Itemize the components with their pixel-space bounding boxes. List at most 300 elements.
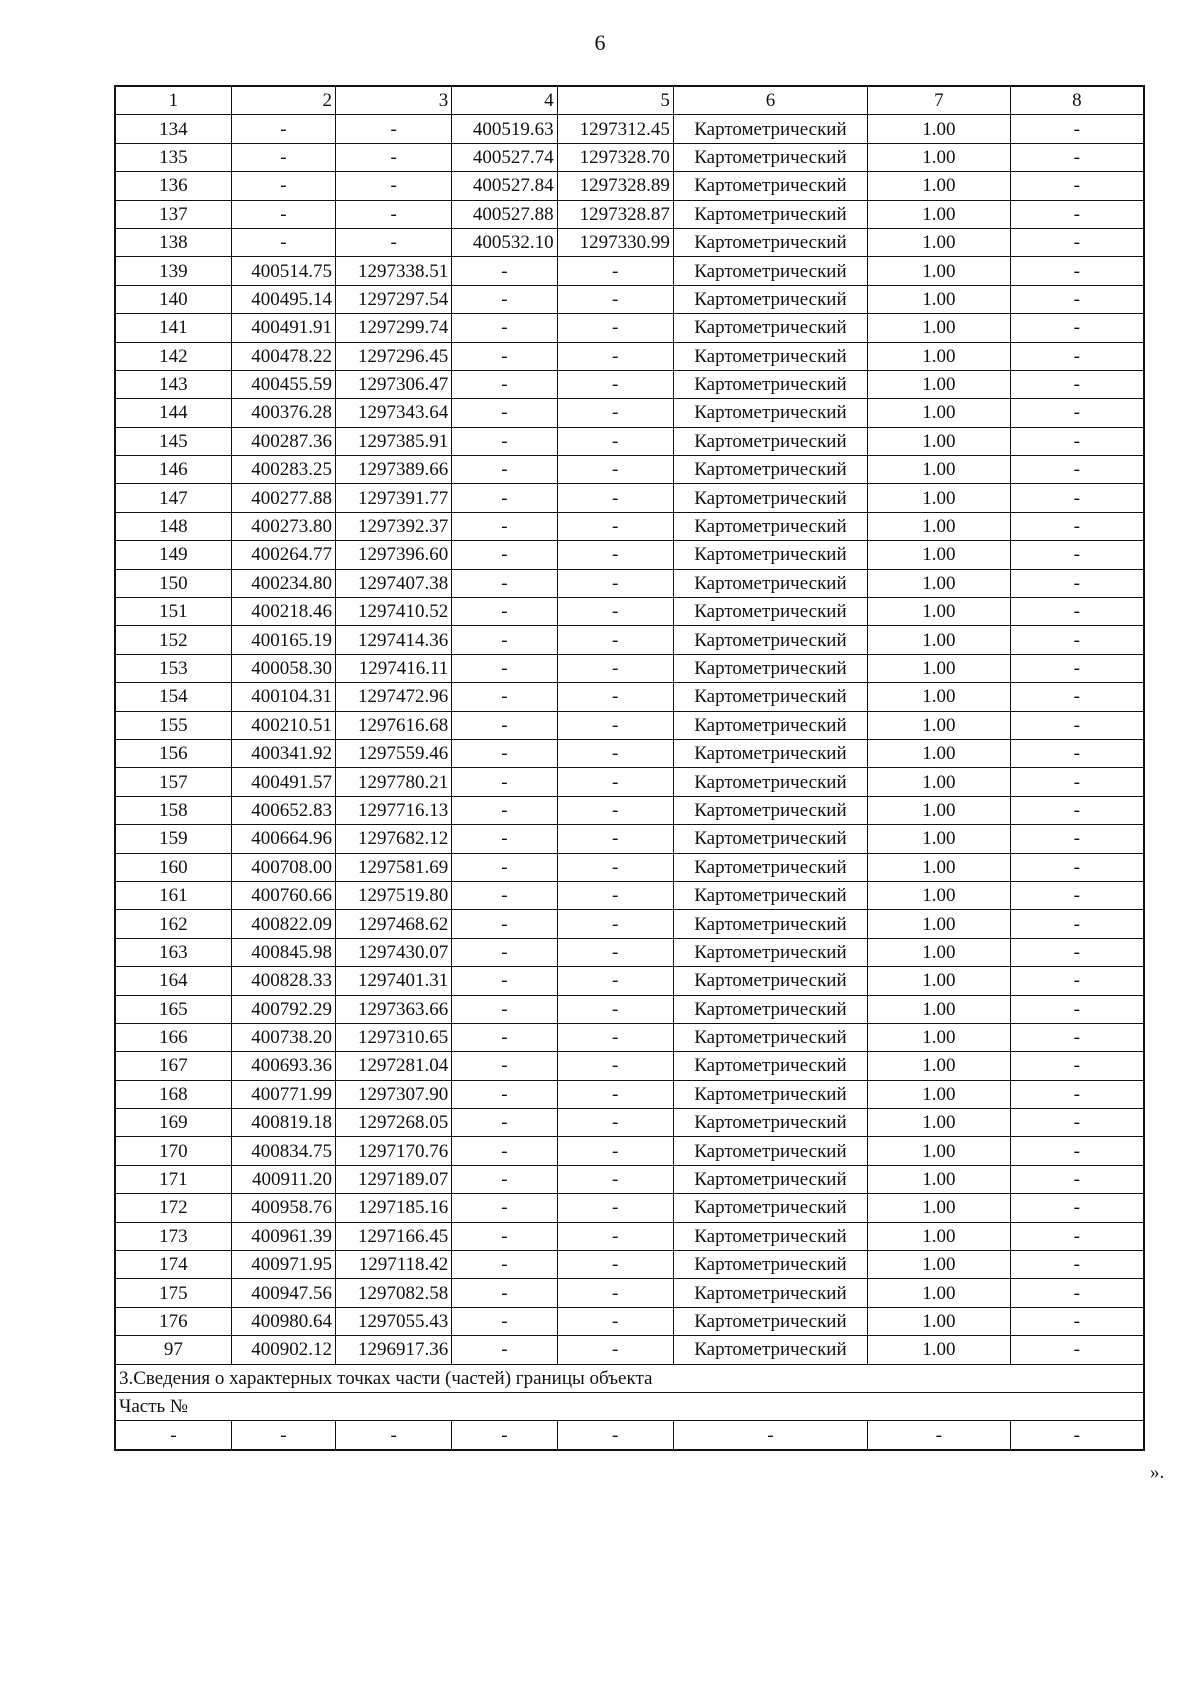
table-cell: - — [452, 1421, 557, 1450]
table-cell: 169 — [115, 1109, 231, 1137]
table-cell: 1.00 — [868, 1080, 1011, 1108]
table-cell: - — [1010, 115, 1144, 143]
table-cell: 400828.33 — [231, 967, 335, 995]
table-cell: 1297328.87 — [557, 200, 673, 228]
table-cell: 1297401.31 — [335, 967, 451, 995]
table-row — [115, 172, 1144, 200]
table-cell: 400264.77 — [231, 541, 335, 569]
table-cell: 166 — [115, 1023, 231, 1051]
table-cell: 400961.39 — [231, 1222, 335, 1250]
table-cell: 172 — [115, 1194, 231, 1222]
table-cell: 1297118.42 — [335, 1251, 451, 1279]
table-cell: - — [557, 314, 673, 342]
table-cell: 1.00 — [868, 484, 1011, 512]
table-cell: - — [557, 569, 673, 597]
table-cell: 400760.66 — [231, 881, 335, 909]
table-cell: 5 — [557, 86, 673, 115]
table-cell: 1297330.99 — [557, 228, 673, 256]
table-cell: 400514.75 — [231, 257, 335, 285]
table-cell: - — [557, 1165, 673, 1193]
table-row — [115, 796, 1144, 824]
table-cell: 1.00 — [868, 1251, 1011, 1279]
table-cell: 1297166.45 — [335, 1222, 451, 1250]
table-cell: - — [231, 143, 335, 171]
table-cell: 400527.74 — [452, 143, 557, 171]
table-cell: 400165.19 — [231, 626, 335, 654]
table-cell: - — [452, 967, 557, 995]
table-cell: Картометрический — [673, 1023, 867, 1051]
table-cell: - — [231, 172, 335, 200]
table-cell: 1.00 — [868, 1052, 1011, 1080]
table-cell: Картометрический — [673, 512, 867, 540]
table-cell: - — [452, 1222, 557, 1250]
table-cell: 1297082.58 — [335, 1279, 451, 1307]
table-cell: - — [452, 796, 557, 824]
section-title: 3.Сведения о характерных точках части (частей) границы объекта — [115, 1364, 1144, 1392]
table-row — [115, 228, 1144, 256]
table-cell: - — [1010, 881, 1144, 909]
table-cell: - — [452, 1052, 557, 1080]
table-cell: - — [557, 938, 673, 966]
table-cell: - — [1010, 626, 1144, 654]
table-cell: 1297472.96 — [335, 683, 451, 711]
table-cell: - — [557, 1109, 673, 1137]
table-cell: 1297559.46 — [335, 739, 451, 767]
table-cell: Картометрический — [673, 995, 867, 1023]
table-cell: - — [1010, 967, 1144, 995]
table-cell: Картометрический — [673, 598, 867, 626]
table-cell: - — [452, 1336, 557, 1364]
table-cell: 144 — [115, 399, 231, 427]
table-cell: 400287.36 — [231, 427, 335, 455]
table-cell: Картометрический — [673, 910, 867, 938]
table-cell: 400341.92 — [231, 739, 335, 767]
table-cell: - — [1010, 1307, 1144, 1335]
table-cell: - — [452, 1137, 557, 1165]
table-cell: 400708.00 — [231, 853, 335, 881]
table-row — [115, 427, 1144, 455]
table-cell: - — [1010, 228, 1144, 256]
table-cell: 136 — [115, 172, 231, 200]
table-cell: 400845.98 — [231, 938, 335, 966]
table-cell: 1.00 — [868, 626, 1011, 654]
table-row — [115, 626, 1144, 654]
table-cell: 1.00 — [868, 967, 1011, 995]
table-cell: 1297430.07 — [335, 938, 451, 966]
table-cell: 400652.83 — [231, 796, 335, 824]
table-row — [115, 569, 1144, 597]
table-cell: 1.00 — [868, 257, 1011, 285]
table-cell: 1.00 — [868, 143, 1011, 171]
table-cell: 175 — [115, 1279, 231, 1307]
table-cell: - — [1010, 512, 1144, 540]
table-cell: 134 — [115, 115, 231, 143]
part-label-row — [115, 1392, 1144, 1420]
table-cell: - — [452, 938, 557, 966]
table-cell: 139 — [115, 257, 231, 285]
table-cell: 1.00 — [868, 285, 1011, 313]
table-cell: Картометрический — [673, 228, 867, 256]
table-cell: 146 — [115, 456, 231, 484]
table-cell: - — [557, 796, 673, 824]
table-cell: Картометрический — [673, 342, 867, 370]
part-label: Часть № — [115, 1392, 1144, 1420]
table-cell: - — [1010, 910, 1144, 938]
table-cell: - — [452, 456, 557, 484]
table-cell: Картометрический — [673, 938, 867, 966]
table-cell: Картометрический — [673, 881, 867, 909]
table-cell: 400519.63 — [452, 115, 557, 143]
table-cell: 1297716.13 — [335, 796, 451, 824]
table-cell: 1.00 — [868, 172, 1011, 200]
table-cell: Картометрический — [673, 1052, 867, 1080]
table-row — [115, 881, 1144, 909]
table-cell: - — [557, 427, 673, 455]
table-cell: 155 — [115, 711, 231, 739]
table-cell: - — [557, 257, 673, 285]
table-cell: 1297616.68 — [335, 711, 451, 739]
table-cell: - — [557, 512, 673, 540]
table-cell: - — [1010, 768, 1144, 796]
table-row — [115, 1251, 1144, 1279]
table-cell: 400277.88 — [231, 484, 335, 512]
table-cell: 1.00 — [868, 541, 1011, 569]
table-cell: - — [557, 1336, 673, 1364]
table-row — [115, 342, 1144, 370]
table-cell: 1.00 — [868, 881, 1011, 909]
table-cell: - — [452, 427, 557, 455]
table-cell: 1297281.04 — [335, 1052, 451, 1080]
table-cell: 400532.10 — [452, 228, 557, 256]
table-cell: 1.00 — [868, 938, 1011, 966]
table-cell: 400273.80 — [231, 512, 335, 540]
table-cell: 150 — [115, 569, 231, 597]
table-cell: 1.00 — [868, 768, 1011, 796]
table-cell: - — [1010, 484, 1144, 512]
table-empty-row — [115, 1421, 1144, 1450]
table-cell: - — [115, 1421, 231, 1450]
table-cell: - — [452, 739, 557, 767]
table-cell: 1297299.74 — [335, 314, 451, 342]
table-cell: 1297682.12 — [335, 825, 451, 853]
table-cell: 1297338.51 — [335, 257, 451, 285]
table-cell: - — [1010, 683, 1144, 711]
table-cell: - — [557, 484, 673, 512]
table-cell: 161 — [115, 881, 231, 909]
table-cell: Картометрический — [673, 172, 867, 200]
table-cell: Картометрический — [673, 370, 867, 398]
table-row — [115, 938, 1144, 966]
table-cell: 1.00 — [868, 115, 1011, 143]
table-cell: - — [557, 1222, 673, 1250]
table-cell: - — [557, 342, 673, 370]
table-cell: Картометрический — [673, 853, 867, 881]
table-row — [115, 1194, 1144, 1222]
table-cell: 145 — [115, 427, 231, 455]
table-cell: 400376.28 — [231, 399, 335, 427]
table-cell: - — [452, 314, 557, 342]
table-cell: - — [557, 881, 673, 909]
table-cell: Картометрический — [673, 484, 867, 512]
table-cell: 1297780.21 — [335, 768, 451, 796]
table-cell: - — [1010, 314, 1144, 342]
table-cell: 400527.88 — [452, 200, 557, 228]
table-cell: - — [452, 825, 557, 853]
table-cell: - — [1010, 143, 1144, 171]
table-cell: 147 — [115, 484, 231, 512]
table-cell: 1297391.77 — [335, 484, 451, 512]
table-cell: - — [1010, 1109, 1144, 1137]
table-cell: - — [557, 910, 673, 938]
table-cell: 1296917.36 — [335, 1336, 451, 1364]
section-title-row — [115, 1364, 1144, 1392]
table-row — [115, 1109, 1144, 1137]
table-cell: Картометрический — [673, 314, 867, 342]
table-cell: Картометрический — [673, 399, 867, 427]
table-row — [115, 598, 1144, 626]
table-cell: 1297410.52 — [335, 598, 451, 626]
table-cell: Картометрический — [673, 1222, 867, 1250]
table-cell: Картометрический — [673, 569, 867, 597]
table-cell: 400911.20 — [231, 1165, 335, 1193]
table-cell: - — [557, 683, 673, 711]
table-cell: 1.00 — [868, 995, 1011, 1023]
table-cell: - — [1010, 654, 1144, 682]
table-cell: 158 — [115, 796, 231, 824]
table-cell: 8 — [1010, 86, 1144, 115]
table-cell: - — [452, 853, 557, 881]
table-cell: 1.00 — [868, 739, 1011, 767]
table-cell: - — [452, 484, 557, 512]
table-cell: - — [557, 1251, 673, 1279]
table-cell: 1297185.16 — [335, 1194, 451, 1222]
table-row — [115, 285, 1144, 313]
table-cell: - — [452, 541, 557, 569]
table-cell: - — [452, 768, 557, 796]
table-header-row — [115, 86, 1144, 115]
table-cell: 156 — [115, 739, 231, 767]
table-cell: - — [557, 456, 673, 484]
table-cell: - — [1010, 456, 1144, 484]
table-row — [115, 399, 1144, 427]
table-cell: 1.00 — [868, 1023, 1011, 1051]
table-cell: 148 — [115, 512, 231, 540]
table-cell: - — [1010, 938, 1144, 966]
table-cell: 1.00 — [868, 228, 1011, 256]
table-cell: Картометрический — [673, 1137, 867, 1165]
table-cell: 140 — [115, 285, 231, 313]
table-cell: 400527.84 — [452, 172, 557, 200]
table-cell: 1.00 — [868, 512, 1011, 540]
table-cell: 97 — [115, 1336, 231, 1364]
table-cell: - — [452, 285, 557, 313]
table-cell: - — [452, 342, 557, 370]
table-cell: - — [452, 683, 557, 711]
table-cell: 1297328.89 — [557, 172, 673, 200]
table-cell: 1297297.54 — [335, 285, 451, 313]
table-row — [115, 143, 1144, 171]
table-cell: - — [557, 399, 673, 427]
table-cell: 1297392.37 — [335, 512, 451, 540]
table-cell: - — [335, 143, 451, 171]
table-cell: 135 — [115, 143, 231, 171]
table-cell: - — [557, 1052, 673, 1080]
table-cell: 1297306.47 — [335, 370, 451, 398]
table-row — [115, 115, 1144, 143]
table-row — [115, 768, 1144, 796]
table-cell: 2 — [231, 86, 335, 115]
table-cell: 400058.30 — [231, 654, 335, 682]
table-cell: - — [452, 1279, 557, 1307]
table-cell: 152 — [115, 626, 231, 654]
table-cell: 400771.99 — [231, 1080, 335, 1108]
table-cell: 400980.64 — [231, 1307, 335, 1335]
table-cell: 1.00 — [868, 427, 1011, 455]
table-cell: 1.00 — [868, 314, 1011, 342]
table-cell: 1.00 — [868, 598, 1011, 626]
table-cell: - — [1010, 995, 1144, 1023]
table-cell: - — [673, 1421, 867, 1450]
table-cell: - — [557, 739, 673, 767]
table-cell: - — [1010, 1279, 1144, 1307]
table-row — [115, 257, 1144, 285]
table-cell: - — [557, 995, 673, 1023]
table-cell: - — [452, 910, 557, 938]
table-row — [115, 825, 1144, 853]
table-cell: - — [557, 1307, 673, 1335]
table-cell: Картометрический — [673, 257, 867, 285]
table-row — [115, 484, 1144, 512]
table-cell: 153 — [115, 654, 231, 682]
table-cell: - — [1010, 427, 1144, 455]
table-cell: - — [452, 1023, 557, 1051]
table-cell: 400491.57 — [231, 768, 335, 796]
table-cell: - — [231, 200, 335, 228]
table-cell: Картометрический — [673, 1109, 867, 1137]
table-cell: 1.00 — [868, 569, 1011, 597]
table-cell: 1.00 — [868, 1279, 1011, 1307]
table-row — [115, 200, 1144, 228]
table-cell: - — [335, 1421, 451, 1450]
table-cell: 142 — [115, 342, 231, 370]
table-cell: 4 — [452, 86, 557, 115]
table-cell: - — [557, 285, 673, 313]
table-cell: 1.00 — [868, 796, 1011, 824]
table-cell: - — [1010, 257, 1144, 285]
table-cell: 7 — [868, 86, 1011, 115]
table-cell: - — [1010, 796, 1144, 824]
table-cell: Картометрический — [673, 1194, 867, 1222]
table-cell: - — [1010, 598, 1144, 626]
table-cell: 163 — [115, 938, 231, 966]
table-cell: 1297407.38 — [335, 569, 451, 597]
table-cell: Картометрический — [673, 683, 867, 711]
table-cell: - — [452, 626, 557, 654]
table-row — [115, 370, 1144, 398]
table-cell: 1297416.11 — [335, 654, 451, 682]
table-cell: 141 — [115, 314, 231, 342]
page-number: 6 — [594, 30, 606, 55]
table-cell: 400104.31 — [231, 683, 335, 711]
table-cell: - — [1010, 370, 1144, 398]
table-cell: - — [452, 1080, 557, 1108]
table-cell: 1.00 — [868, 342, 1011, 370]
table-cell: - — [557, 1279, 673, 1307]
table-row — [115, 1307, 1144, 1335]
table-cell: - — [557, 1080, 673, 1108]
table-cell: Картометрический — [673, 654, 867, 682]
table-cell: - — [557, 1023, 673, 1051]
table-cell: - — [1010, 739, 1144, 767]
table-cell: 1297296.45 — [335, 342, 451, 370]
table-cell: 400947.56 — [231, 1279, 335, 1307]
table-cell: 400822.09 — [231, 910, 335, 938]
table-cell: 1297312.45 — [557, 115, 673, 143]
table-cell: Картометрический — [673, 711, 867, 739]
table-cell: 143 — [115, 370, 231, 398]
table-cell: - — [231, 228, 335, 256]
table-cell: 1297328.70 — [557, 143, 673, 171]
table-cell: 1.00 — [868, 1137, 1011, 1165]
table-cell: - — [1010, 285, 1144, 313]
table-cell: 400283.25 — [231, 456, 335, 484]
table-cell: - — [1010, 1165, 1144, 1193]
table-cell: 1.00 — [868, 1194, 1011, 1222]
table-cell: 176 — [115, 1307, 231, 1335]
table-cell: - — [1010, 1222, 1144, 1250]
table-cell: 1297170.76 — [335, 1137, 451, 1165]
table-cell: - — [557, 853, 673, 881]
table-cell: 1.00 — [868, 1222, 1011, 1250]
table-cell: - — [1010, 1421, 1144, 1450]
table-cell: 1.00 — [868, 456, 1011, 484]
table-cell: Картометрический — [673, 1336, 867, 1364]
table-cell: - — [1010, 541, 1144, 569]
table-cell: Картометрический — [673, 456, 867, 484]
table-cell: - — [557, 654, 673, 682]
table-cell: 1.00 — [868, 370, 1011, 398]
table-cell: Картометрический — [673, 626, 867, 654]
table-cell: - — [335, 172, 451, 200]
table-cell: Картометрический — [673, 796, 867, 824]
table-cell: 1.00 — [868, 200, 1011, 228]
table-cell: Картометрический — [673, 200, 867, 228]
table-cell: 159 — [115, 825, 231, 853]
table-cell: - — [557, 1137, 673, 1165]
table-row — [115, 1336, 1144, 1364]
table-cell: - — [557, 370, 673, 398]
table-cell: 1.00 — [868, 853, 1011, 881]
table-cell: - — [557, 1421, 673, 1450]
table-row — [115, 456, 1144, 484]
table-cell: 151 — [115, 598, 231, 626]
table-row — [115, 1222, 1144, 1250]
table-cell: Картометрический — [673, 1251, 867, 1279]
table-cell: - — [1010, 569, 1144, 597]
table-cell: 1.00 — [868, 1109, 1011, 1137]
table-cell: Картометрический — [673, 143, 867, 171]
table-cell: 167 — [115, 1052, 231, 1080]
table-cell: Картометрический — [673, 1080, 867, 1108]
table-cell: 170 — [115, 1137, 231, 1165]
table-row — [115, 1080, 1144, 1108]
table-cell: 400971.95 — [231, 1251, 335, 1279]
table-cell: 1297385.91 — [335, 427, 451, 455]
table-cell: - — [452, 1251, 557, 1279]
table-cell: - — [231, 115, 335, 143]
table-cell: 400218.46 — [231, 598, 335, 626]
table-cell: 1297468.62 — [335, 910, 451, 938]
